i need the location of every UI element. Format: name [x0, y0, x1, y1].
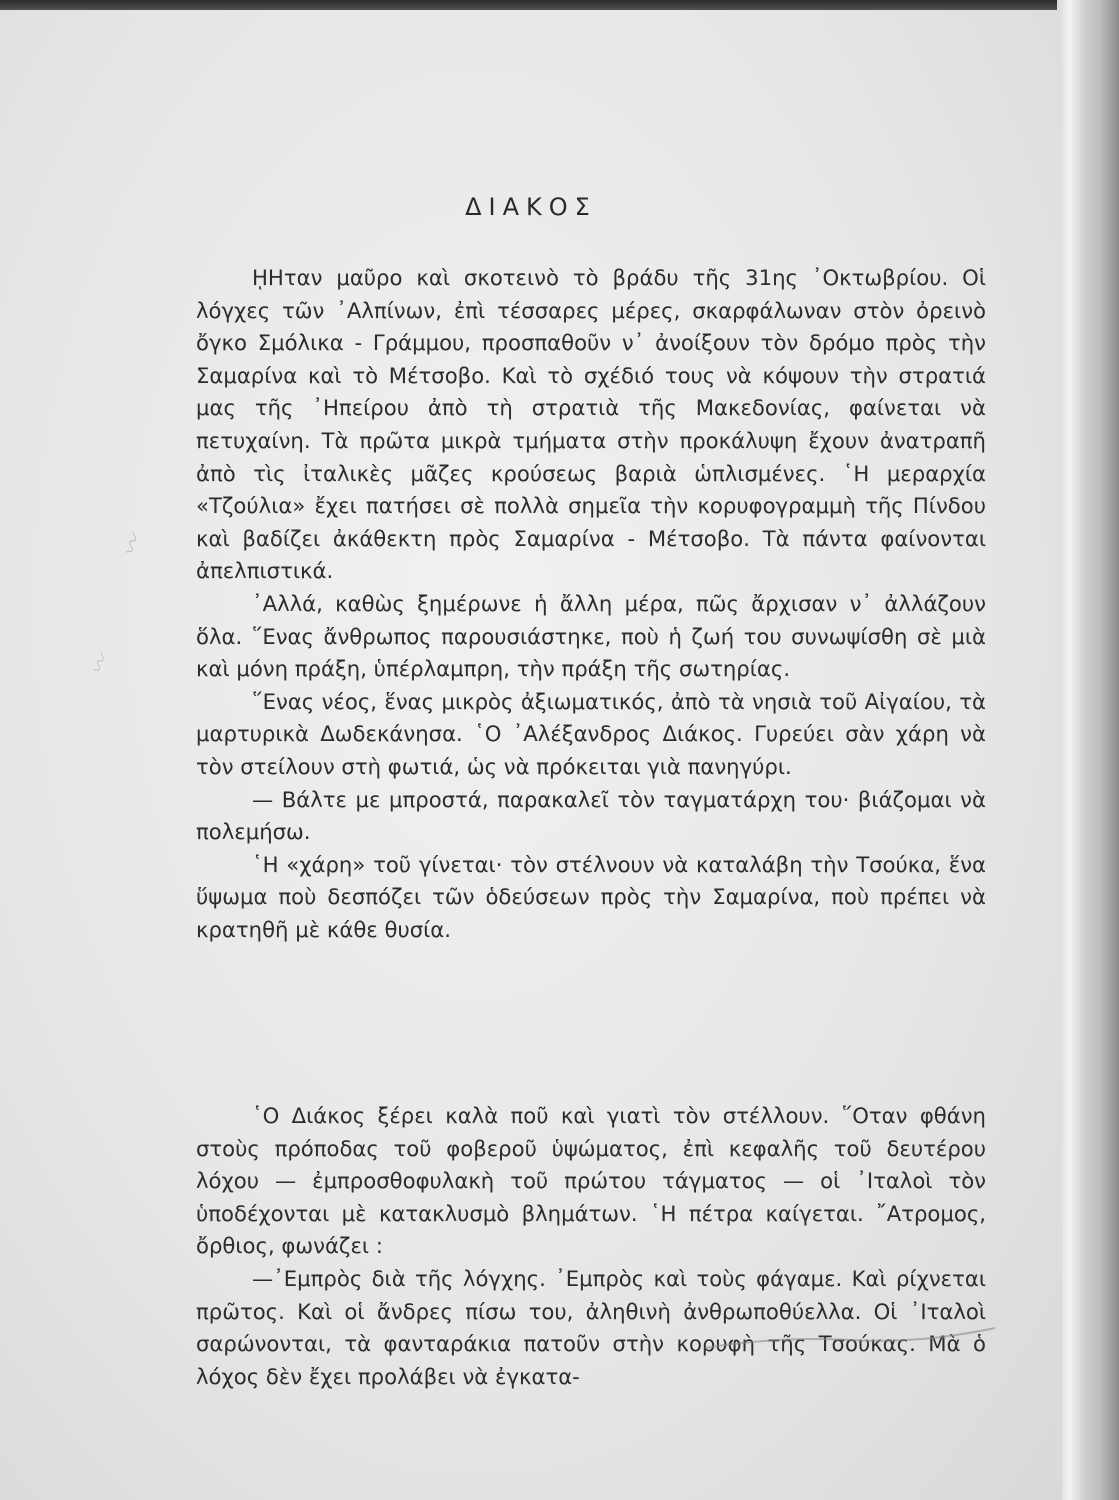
paragraph: — Βάλτε με μπροστά, παρακαλεῖ τὸν ταγματάρχη του· βιάζομαι νὰ πολεμήσω.: [196, 786, 986, 845]
paragraph: ῌΗταν μαῦρο καὶ σκοτεινὸ τὸ βράδυ τῆς 31ης ᾿Οκτωβρίου. Οἱ λόγχες τῶν ᾿Αλπίνων, ἐπὶ τέσσαρες μέρες, σκαρφάλωναν στὸν ὀρεινὸ ὄγκο Σμόλικα - Γράμμου, προσπαθοῦν ν᾿ ἀνοίξουν τὸν δρόμο πρὸς τὴν Σαμαρίνα καὶ τὸ Μέτσοβο. Καὶ τὸ σχέδιό τους νὰ κόψουν τὴν στρατιά μας τῆς ᾿Ηπείρου ἀπὸ τὴ στρατιὰ τῆς Μακεδονίας, φαίνεται νὰ πετυχαίνη. Τὰ πρῶτα μικρὰ τμήματα στὴν προκάλυψη ἔχουν ἀνατραπῆ ἀπὸ τὶς ἰταλικὲς μᾶζες κρούσεως βαριὰ ὡπλισμένες. ῾Η μεραρχία «Τζούλια» ἔχει πατήσει σὲ πολλὰ σημεῖα τὴν κορυφογραμμὴ τῆς Πίνδου καὶ βαδίζει ἀκάθεκτη πρὸς Σαμαρίνα - Μέτσοβο. Τὰ πάντα φαίνονται ἀπελπιστικά.: [196, 265, 986, 584]
paragraph: ῞Ενας νέος, ἕνας μικρὸς ἀξιωματικός, ἀπὸ τὰ νησιὰ τοῦ Αἰγαίου, τὰ μαρτυρικὰ Δωδεκάνησα. ῾Ο ᾿Αλέξανδρος Διάκος. Γυρεύει σὰν χάρη νὰ τὸν στείλουν στὴ φωτιά, ὡς νὰ πρόκειται γιὰ πανηγύρι.: [196, 688, 986, 779]
paragraph: ᾿Αλλά, καθὼς ξημέρωνε ἡ ἄλλη μέρα, πῶς ἄρχισαν ν᾿ ἀλλάζουν ὅλα. ῞Ενας ἄνθρωπος παρουσιάστηκε, ποὺ ἡ ζωή του συνωψίσθη σὲ μιὰ καὶ μόνη πράξη, ὑπέρλαμπρη, τὴν πράξη τῆς σωτηρίας.: [196, 590, 986, 682]
text-block-upper: [196, 262, 986, 946]
book-page: [0, 10, 1062, 1500]
book-page-edges: [1057, 0, 1119, 1500]
chapter-title: ΔΙΑΚΟΣ: [465, 193, 597, 221]
pencil-annotation-mark: 〰: [84, 651, 115, 679]
paragraph: —᾿Εμπρὸς διὰ τῆς λόγχης. ᾿Εμπρὸς καὶ τοὺς φάγαμε. Καὶ ρίχνεται πρῶτος. Καὶ οἱ ἄνδρες πίσω του, ἀληθινὴ ἀνθρωποθύελλα. Οἱ ᾿Ιταλοὶ σαρώνονται, τὰ φανταράκια πατοῦν στὴν κορυφὴ τῆς Τσούκας. Μὰ ὁ λόχος δὲν ἔχει προλάβει νὰ ἐγκατα-: [196, 1265, 986, 1389]
paragraph: ῾Ο Διάκος ξέρει καλὰ ποῦ καὶ γιατὶ τὸν στέλλουν. ῞Οταν φθάνη στοὺς πρόποδας τοῦ φοβεροῦ ὑψώματος, ἐπὶ κεφαλῆς τοῦ δευτέρου λόχου — ἐμπροσθοφυλακὴ τοῦ πρώτου τάγματος — οἱ ᾿Ιταλοὶ τὸν ὑποδέχονται μὲ κατακλυσμὸ βλημάτων. ῾Η πέτρα καίγεται. ῎Ατρομος, ὄρθιος, φωνάζει :: [196, 1103, 986, 1259]
pencil-underline: [700, 1318, 1000, 1358]
paragraph: ῾Η «χάρη» τοῦ γίνεται· τὸν στέλνουν νὰ καταλάβη τὴν Τσούκα, ἕνα ὕψωμα ποὺ δεσπόζει τῶν ὁδεύσεων πρὸς τὴν Σαμαρίνα, ποὺ πρέπει νὰ κρατηθῆ μὲ κάθε θυσία.: [196, 851, 986, 942]
pencil-annotation-mark: 〰: [117, 531, 149, 561]
